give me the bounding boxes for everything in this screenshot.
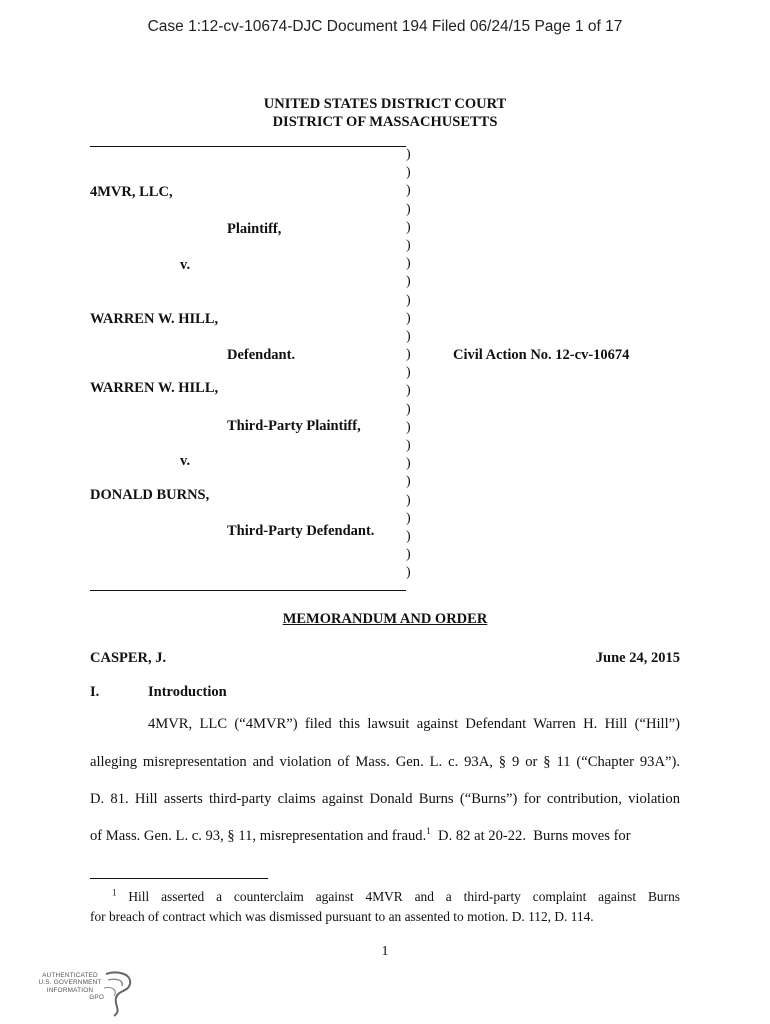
defendant-role: Defendant.: [227, 347, 296, 363]
body-line-2: alleging misrepresentation and violation of Mass. Gen. L. c. 93A, § 9 or § 11 (“Chapter 93A”).: [90, 754, 680, 770]
gpo-seal-line-3: INFORMATION: [46, 986, 94, 994]
court-name: UNITED STATES DISTRICT COURT: [263, 96, 507, 112]
caption-parenthesis: ): [406, 383, 411, 399]
plaintiff-name: 4MVR, LLC,: [90, 184, 173, 200]
defendant-name: WARREN W. HILL,: [90, 311, 219, 327]
caption-parenthesis: ): [406, 456, 411, 472]
gpo-seal-text: [30, 972, 110, 1002]
judge-name: CASPER, J.: [90, 650, 167, 666]
footnote-line-2: for breach of contract which was dismissed pursuant to an assented to motion. D. 112, D. 114.: [90, 909, 594, 924]
versus-1: v.: [180, 257, 191, 273]
document-title-text: MEMORANDUM AND ORDER: [282, 611, 488, 627]
body-line-1: 4MVR, LLC (“4MVR”) filed this lawsuit against Defendant Warren H. Hill (“Hill”): [148, 716, 680, 732]
caption-parenthesis: ): [406, 274, 411, 290]
plaintiff-role: Plaintiff,: [227, 221, 282, 237]
caption-parenthesis: ): [406, 256, 411, 272]
caption-parenthesis: ): [406, 310, 411, 326]
body-line-4: [90, 828, 680, 845]
caption-bottom-rule: [90, 590, 406, 591]
caption-parenthesis: ): [406, 547, 411, 563]
third-party-defendant-name: DONALD BURNS,: [90, 487, 210, 503]
footnote-marker: 1: [112, 887, 117, 898]
caption-parenthesis: ): [406, 219, 411, 235]
caption-parenthesis: ): [406, 492, 411, 508]
versus-2: v.: [180, 453, 191, 469]
caption-parenthesis: ): [406, 401, 411, 417]
caption-parenthesis: ): [406, 528, 411, 544]
caption-parenthesis: ): [406, 147, 411, 162]
caption-parenthesis: ): [406, 419, 411, 435]
caption-parenthesis: ): [406, 365, 411, 381]
caption-parenthesis: ): [406, 328, 411, 344]
document-title: [0, 611, 770, 628]
gpo-seal-line-4: GPO: [89, 994, 104, 1002]
caption-parenthesis: ): [406, 565, 411, 581]
third-party-plaintiff-role: Third-Party Plaintiff,: [227, 418, 361, 434]
order-date: June 24, 2015: [595, 650, 680, 666]
caption-parenthesis-column: [406, 146, 420, 583]
third-party-plaintiff-name: WARREN W. HILL,: [90, 380, 219, 396]
caption-parenthesis: ): [406, 183, 411, 199]
case-header-stamp: Case 1:12-cv-10674-DJC Document 194 Filed 06/24/15 Page 1 of 17: [147, 18, 623, 35]
caption-parenthesis: ): [406, 201, 411, 217]
section-number: I.: [90, 684, 100, 700]
footnote-rule: [90, 878, 268, 879]
caption-parenthesis: ): [406, 438, 411, 453]
section-title: Introduction: [148, 684, 227, 700]
page-number: 1: [381, 944, 389, 959]
gpo-authentication-seal: [30, 970, 140, 1020]
caption-parenthesis: ): [406, 510, 411, 526]
eagle-icon: [100, 970, 136, 1018]
caption-parenthesis: ): [406, 347, 411, 363]
caption-parenthesis: ): [406, 292, 411, 308]
body-line-4-text: of Mass. Gen. L. c. 93, § 11, misrepresentation and fraud.: [90, 828, 427, 844]
court-district: DISTRICT OF MASSACHUSETTS: [272, 114, 498, 130]
body-line-3: D. 81. Hill asserts third-party claims against Donald Burns (“Burns”) for contribution, violation: [90, 791, 680, 807]
footnote-line-1: [112, 889, 680, 905]
court-heading: [0, 95, 770, 131]
body-line-4-tail: D. 82 at 20-22. Burns moves for: [430, 828, 631, 844]
footnote-reference[interactable]: 1: [426, 826, 431, 837]
caption-parenthesis: ): [406, 474, 411, 490]
caption-top-rule: [90, 146, 406, 147]
caption-parenthesis: ): [406, 237, 411, 253]
footnote-line-1-text: Hill asserted a counterclaim against 4MVR and a third-party complaint against Burns: [128, 889, 680, 904]
gpo-seal-line-1: AUTHENTICATED: [42, 972, 98, 979]
gpo-seal-line-2: U.S. GOVERNMENT: [38, 979, 102, 987]
civil-action-number: Civil Action No. 12-cv-10674: [453, 347, 630, 363]
caption-parenthesis: ): [406, 165, 411, 181]
third-party-defendant-role: Third-Party Defendant.: [227, 523, 375, 539]
